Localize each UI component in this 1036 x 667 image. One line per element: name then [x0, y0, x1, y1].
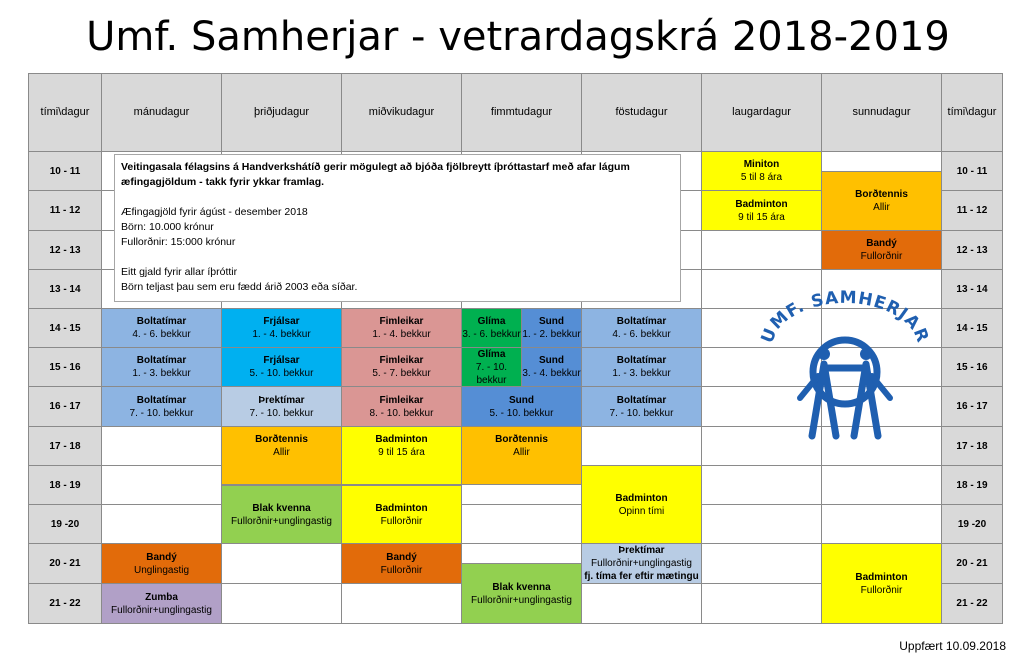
header-day: [461, 73, 582, 152]
event-detail: 1. - 3. bekkur: [132, 368, 191, 379]
samherjar-logo: [760, 276, 930, 446]
empty-slot: [461, 504, 582, 544]
time-slot-left: [28, 347, 102, 387]
fee-children-definition-text: Börn teljast þau sem eru fædd árið 2003 eða síðar.: [121, 281, 358, 293]
header-day: [581, 73, 702, 152]
event-name: Badminton: [375, 434, 428, 445]
time-label: 17 - 18: [956, 440, 988, 452]
event-fri-bolt1: [581, 308, 702, 348]
event-sun-bord: [821, 171, 942, 231]
event-mon-zumba: [101, 583, 222, 624]
event-sun-badm: [821, 543, 942, 624]
header-time-day-left: [28, 73, 102, 152]
event-detail: Fullorðnir+unglingastig: [471, 594, 572, 606]
event-name: Bandý: [866, 238, 897, 249]
time-slot-left: [28, 190, 102, 231]
event-name: Fimleikar: [379, 316, 424, 327]
event-name: Þrektímar: [618, 545, 665, 556]
event-name: Boltatímar: [616, 316, 667, 327]
event-detail: 1. - 3. bekkur: [612, 368, 671, 379]
event-name: Þrektímar: [258, 394, 305, 406]
event-detail: Fullorðnir+unglingastig: [591, 558, 692, 569]
event-detail: 5. - 10. bekkur: [249, 368, 314, 379]
header-day: [341, 73, 462, 152]
header-label: tími\dagur: [40, 106, 90, 118]
event-wed-bandy: [341, 543, 462, 584]
event-mon-bandy: [101, 543, 222, 584]
event-tue-blak: [221, 485, 342, 544]
event-detail: 5 til 8 ára: [740, 172, 783, 183]
time-label: 12 - 13: [956, 244, 988, 256]
time-label: 19 -20: [957, 518, 987, 530]
time-slot-right: [941, 347, 1003, 387]
page-title: Umf. Samherjar - vetrardagskrá 2018-2019: [86, 14, 950, 60]
time-slot-left: [28, 269, 102, 309]
event-detail: 1. - 4. bekkur: [372, 329, 431, 340]
empty-slot: [821, 465, 942, 505]
header-day: [701, 73, 822, 152]
event-name: Boltatímar: [136, 394, 187, 406]
event-name: Frjálsar: [263, 355, 300, 366]
event-wed-fim1: [341, 308, 462, 348]
event-tue-bord: [221, 426, 342, 485]
event-sat-badm: [701, 190, 822, 231]
header-day: [101, 73, 222, 152]
event-detail: 3. - 6. bekkur: [462, 329, 521, 340]
event-thu-blak: [461, 563, 582, 624]
time-slot-right: [941, 583, 1003, 624]
event-name: Boltatímar: [136, 355, 187, 366]
time-slot-left: [28, 583, 102, 624]
empty-slot: [221, 543, 342, 584]
event-detail: 7. - 10. bekkur: [249, 407, 314, 419]
event-sun-bandy: [821, 230, 942, 270]
event-name: Blak kvenna: [492, 581, 551, 593]
time-label: 14 - 15: [49, 322, 81, 334]
empty-slot: [821, 504, 942, 544]
event-name: Fimleikar: [379, 355, 424, 366]
time-label: 13 - 14: [956, 283, 988, 295]
event-name: Frjálsar: [263, 316, 300, 327]
time-slot-left: [28, 386, 102, 427]
event-name: Badminton: [735, 198, 788, 210]
event-detail: Fullorðnir: [860, 584, 903, 596]
empty-slot: [101, 504, 222, 544]
empty-slot: [701, 230, 822, 270]
time-slot-left: [28, 308, 102, 348]
header-day: [221, 73, 342, 152]
event-fri-bolt2: [581, 347, 702, 387]
event-name: Sund: [539, 316, 564, 327]
event-mon-bolt1: [101, 308, 222, 348]
day-label: fimmtudagur: [490, 106, 553, 118]
event-thu-sund2: [521, 347, 582, 387]
day-label: miðvikudagur: [368, 106, 435, 118]
fee-children-text: Börn: 10.000 krónur: [121, 221, 214, 233]
time-label: 10 - 11: [49, 165, 81, 177]
fee-info-box: [114, 154, 681, 302]
event-name: Boltatímar: [616, 355, 667, 366]
time-slot-left: [28, 230, 102, 270]
time-label: 20 - 21: [956, 558, 988, 569]
event-detail: Fullorðnir: [380, 515, 423, 527]
time-label: 21 - 22: [49, 598, 81, 609]
time-slot-right: [941, 269, 1003, 309]
time-slot-right: [941, 504, 1003, 544]
time-label: 18 - 19: [956, 479, 988, 491]
event-thu-glima1: [461, 308, 522, 348]
time-label: 12 - 13: [49, 244, 81, 256]
time-slot-right: [941, 230, 1003, 270]
event-name: Glíma: [477, 348, 506, 360]
time-slot-right: [941, 308, 1003, 348]
event-detail: 5. - 7. bekkur: [372, 368, 431, 379]
event-detail: Allir: [273, 447, 290, 458]
updated-date: Uppfært 10.09.2018: [899, 639, 1006, 653]
empty-slot: [581, 583, 702, 624]
event-thu-bord: [461, 426, 582, 485]
event-name: Glíma: [477, 316, 506, 327]
event-name: Borðtennis: [255, 434, 308, 445]
empty-slot: [341, 583, 462, 624]
time-slot-right: [941, 543, 1003, 584]
fee-period-text: Æfingagjöld fyrir ágúst - desember 2018: [121, 206, 308, 218]
time-label: 14 - 15: [956, 322, 988, 334]
time-label: 17 - 18: [49, 440, 81, 452]
time-label: 13 - 14: [49, 283, 81, 295]
time-slot-left: [28, 426, 102, 466]
event-mon-bolt2: [101, 347, 222, 387]
time-label: 21 - 22: [956, 598, 988, 609]
time-slot-left: [28, 465, 102, 505]
day-label: mánudagur: [133, 106, 190, 118]
event-detail: 4. - 6. bekkur: [612, 329, 671, 340]
header-time-day-right: [941, 73, 1003, 152]
event-wed-badm2: [341, 485, 462, 544]
empty-slot: [101, 426, 222, 466]
time-label: 15 - 16: [49, 361, 81, 373]
time-slot-left: [28, 151, 102, 191]
event-detail: 1. - 2. bekkur: [522, 329, 581, 340]
event-detail: 4. - 6. bekkur: [132, 329, 191, 340]
empty-slot: [701, 543, 822, 584]
event-thu-sund1: [521, 308, 582, 348]
day-label: þriðjudagur: [253, 106, 310, 118]
day-label: laugardagur: [732, 106, 791, 118]
time-slot-right: [941, 426, 1003, 466]
event-detail: Fullorðnir: [860, 251, 903, 262]
event-detail: Opinn tími: [618, 505, 665, 517]
header-label: tími\dagur: [947, 106, 997, 118]
empty-slot: [701, 465, 822, 505]
event-tue-frj1: [221, 308, 342, 348]
event-detail: 7. - 10. bekkur: [129, 407, 194, 419]
event-name: Badminton: [375, 502, 428, 514]
empty-slot: [101, 465, 222, 505]
time-slot-left: [28, 504, 102, 544]
fee-single-fee-text: Eitt gjald fyrir allar íþróttir: [121, 266, 238, 278]
event-thu-sund3: [461, 386, 582, 427]
event-name: Badminton: [615, 492, 668, 504]
event-thu-glima2: [461, 347, 522, 387]
event-detail: 8. - 10. bekkur: [369, 407, 434, 419]
event-detail: 9 til 15 ára: [378, 447, 425, 458]
event-name: Blak kvenna: [252, 502, 311, 514]
event-fri-badm: [581, 465, 702, 544]
empty-slot: [701, 504, 822, 544]
event-detail: Allir: [513, 447, 530, 458]
event-detail: Unglingastig: [133, 564, 190, 576]
event-detail: Fullorðnir+unglingastig: [111, 604, 212, 616]
event-detail: 5. - 10. bekkur: [489, 407, 554, 419]
event-detail: 3. - 4. bekkur: [522, 368, 581, 379]
event-detail: Allir: [873, 202, 890, 213]
event-name: Sund: [539, 355, 564, 366]
event-name: Bandý: [386, 551, 417, 563]
fee-adults-text: Fullorðnir: 15:000 krónur: [121, 236, 236, 248]
time-slot-right: [941, 190, 1003, 231]
svg-text:UMF. SAMHERJAR: MF. SAMHERJA: [766, 287, 925, 335]
event-detail: Fullorðnir: [380, 564, 423, 576]
time-label: 16 - 17: [49, 401, 81, 412]
event-tue-threk: [221, 386, 342, 427]
event-note: fj. tíma fer eftir mætingu: [584, 571, 699, 582]
event-wed-fim3: [341, 386, 462, 427]
time-slot-left: [28, 543, 102, 584]
time-label: 18 - 19: [49, 479, 81, 491]
time-slot-right: [941, 465, 1003, 505]
event-detail: Fullorðnir+unglingastig: [231, 515, 332, 527]
event-sat-minit: [701, 151, 822, 191]
time-label: 19 -20: [50, 518, 80, 530]
event-detail: 1. - 4. bekkur: [252, 329, 311, 340]
event-wed-fim2: [341, 347, 462, 387]
time-label: 11 - 12: [49, 205, 81, 216]
event-mon-bolt3: [101, 386, 222, 427]
time-label: 15 - 16: [956, 361, 988, 373]
day-label: sunnudagur: [852, 106, 911, 118]
time-label: 20 - 21: [49, 558, 81, 569]
event-fri-bolt3: [581, 386, 702, 427]
event-detail: 7. - 10. bekkur: [475, 361, 508, 386]
time-label: 10 - 11: [956, 165, 988, 177]
event-name: Zumba: [145, 591, 178, 603]
event-name: Fimleikar: [379, 394, 424, 406]
time-label: 11 - 12: [956, 205, 988, 216]
event-tue-frj2: [221, 347, 342, 387]
time-slot-right: [941, 151, 1003, 191]
event-fri-threk: [581, 543, 702, 584]
header-day: [821, 73, 942, 152]
event-wed-badm1: [341, 426, 462, 485]
empty-slot: [701, 583, 822, 624]
event-name: Miniton: [743, 159, 780, 170]
event-name: Boltatímar: [136, 316, 187, 327]
event-name: Badminton: [855, 571, 908, 583]
empty-slot: [221, 583, 342, 624]
empty-slot: [581, 426, 702, 466]
event-name: Borðtennis: [855, 189, 908, 200]
time-label: 16 - 17: [956, 401, 988, 412]
event-name: Sund: [509, 394, 534, 406]
event-detail: 9 til 15 ára: [738, 211, 785, 223]
event-name: Boltatímar: [616, 394, 667, 406]
event-name: Bandý: [146, 551, 177, 563]
day-label: föstudagur: [615, 106, 668, 118]
event-detail: 7. - 10. bekkur: [609, 407, 674, 419]
time-slot-right: [941, 386, 1003, 427]
fee-intro-text: Veitingasala félagsins á Handverkshátíð gerir mögulegt að bjóða fjölbreytt íþróttastarf með afar lágum æfingagjöldum - takk fyrir ykkar framlag.: [121, 161, 630, 188]
event-name: Borðtennis: [495, 434, 548, 445]
